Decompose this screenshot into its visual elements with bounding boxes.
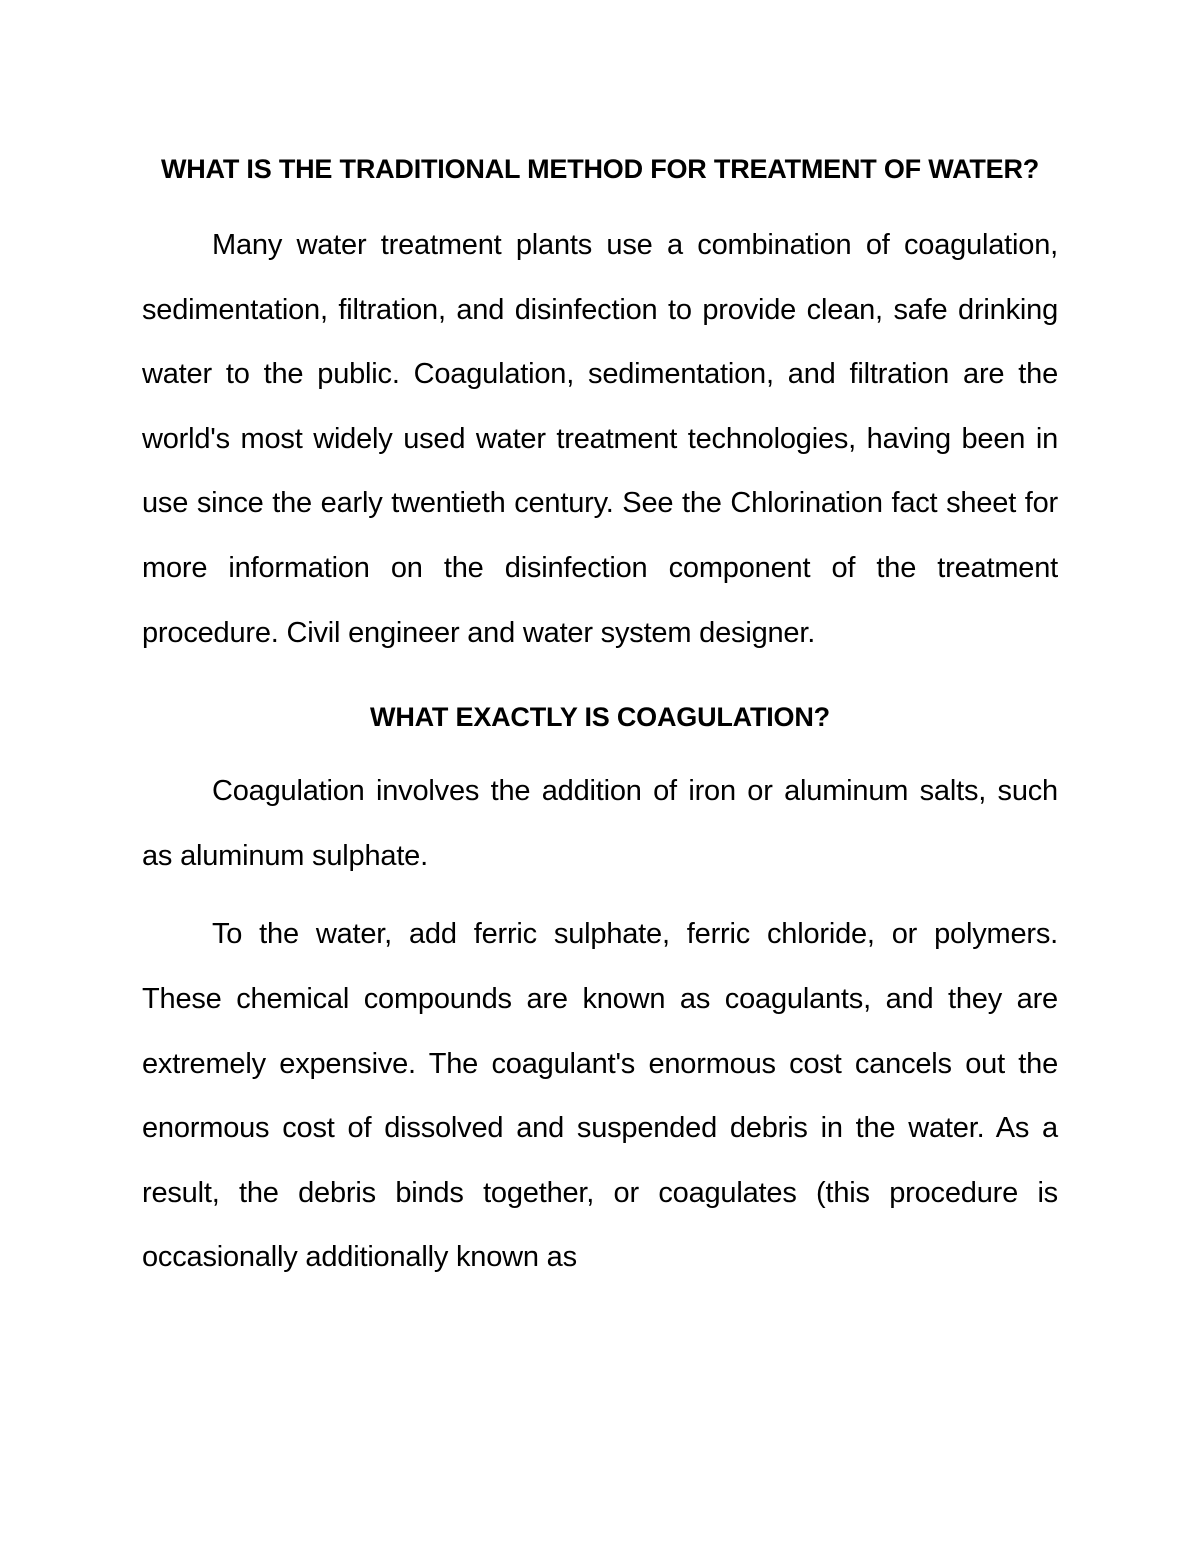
paragraph-coagulation-salts: Coagulation involves the addition of iron or aluminum salts, such as aluminum sulphate.: [142, 775, 1058, 872]
heading-traditional-method: WHAT IS THE TRADITIONAL METHOD FOR TREATMENT OF WATER?: [160, 154, 1040, 184]
paragraph-coagulants: To the water, add ferric sulphate, ferric chloride, or polymers. These chemical compounds are known as coagulants, and they are extremely expensive. The coagulant's enormous cost cancels out the enormous cost of dissolved and suspended debris in the water. As a result, the debris binds together, or coagulates (this procedure is occasionally additionally known as: [142, 918, 1058, 1274]
paragraph-treatment-plants: Many water treatment plants use a combination of coagulation, sedimentation, filtration, and disinfection to provide clean, safe drinking water to the public. Coagulation, sedimentation, and filtration are the world's most widely used water treatment technologies, having been in use since the early twentieth century. See the Chlorination fact sheet for more information on the disinfection component of the treatment procedure. Civil engineer and water system designer.: [142, 229, 1058, 649]
document-page: [142, 137, 1058, 1290]
heading-coagulation: WHAT EXACTLY IS COAGULATION?: [370, 702, 830, 733]
